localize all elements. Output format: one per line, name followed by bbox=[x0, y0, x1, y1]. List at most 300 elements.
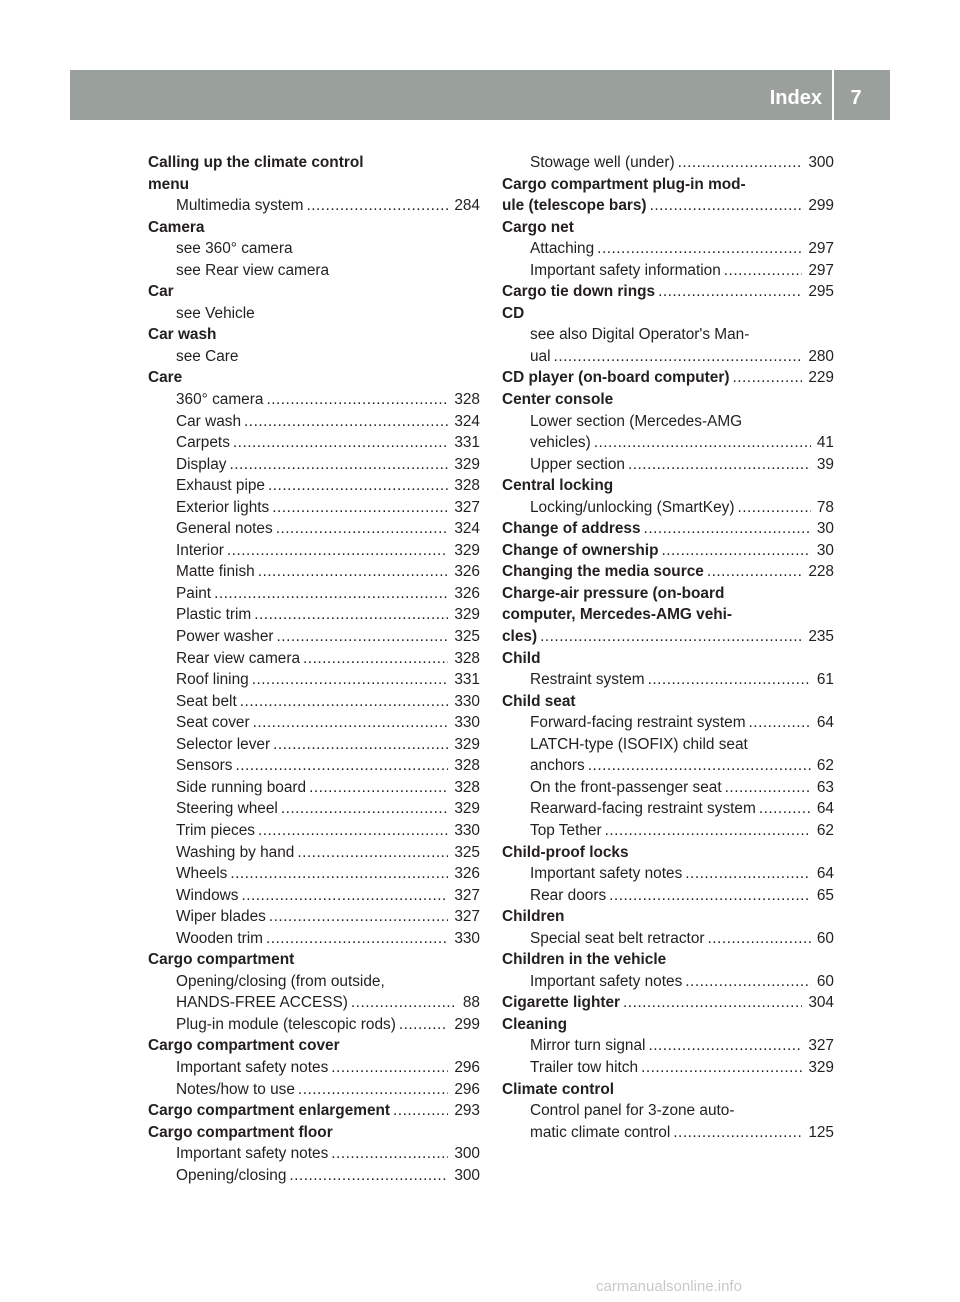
entry-text: Camera bbox=[148, 218, 205, 236]
index-heading[interactable] bbox=[502, 992, 834, 1014]
index-subentry[interactable] bbox=[502, 777, 834, 799]
entry-text: ual bbox=[530, 347, 551, 365]
dot-leader bbox=[641, 1057, 802, 1079]
dot-leader bbox=[393, 1100, 448, 1122]
page-reference[interactable]: 327 bbox=[454, 498, 480, 516]
dot-leader bbox=[597, 238, 802, 260]
dot-leader bbox=[233, 432, 448, 454]
dot-leader bbox=[230, 863, 448, 885]
entry-text: see Rear view camera bbox=[176, 261, 330, 279]
dot-leader bbox=[724, 260, 803, 282]
index-heading bbox=[502, 842, 834, 864]
dot-leader bbox=[661, 540, 810, 562]
index-heading[interactable] bbox=[502, 281, 834, 303]
dot-leader bbox=[685, 971, 811, 993]
entry-text: Plug-in module (telescopic rods) bbox=[176, 1015, 396, 1033]
index-subentry[interactable] bbox=[148, 1079, 480, 1101]
entry-text: Changing the media source bbox=[502, 563, 704, 581]
entry-text: Change of ownership bbox=[502, 541, 659, 559]
entry-text: Sensors bbox=[176, 757, 233, 775]
index-subentry[interactable] bbox=[148, 389, 480, 411]
entry-text: matic climate control bbox=[530, 1123, 671, 1141]
entry-text: Mirror turn signal bbox=[530, 1037, 646, 1055]
dot-leader bbox=[648, 1035, 802, 1057]
entry-text: see also Digital Operator's Man- bbox=[530, 326, 750, 344]
dot-leader bbox=[623, 992, 802, 1014]
index-subentry[interactable] bbox=[148, 1057, 480, 1079]
dot-leader bbox=[737, 497, 810, 519]
index-subentry[interactable] bbox=[502, 1035, 834, 1057]
page-reference[interactable]: 64 bbox=[816, 714, 834, 732]
index-heading bbox=[148, 949, 480, 971]
entry-text: CD player (on-board computer) bbox=[502, 369, 730, 387]
dot-leader bbox=[240, 691, 449, 713]
index-subentry[interactable] bbox=[502, 238, 834, 260]
page-reference[interactable]: 65 bbox=[816, 886, 834, 904]
dot-leader bbox=[644, 518, 811, 540]
entry-text: Wooden trim bbox=[176, 929, 263, 947]
entry-text: Trailer tow hitch bbox=[530, 1058, 639, 1076]
watermark: carmanualsonline.info bbox=[596, 1278, 742, 1295]
dot-leader bbox=[272, 497, 448, 519]
entry-text: Opening/closing (from outside, bbox=[176, 972, 385, 990]
page-reference[interactable]: 299 bbox=[808, 197, 834, 215]
page-reference[interactable]: 328 bbox=[454, 778, 480, 796]
entry-text: Child seat bbox=[502, 692, 576, 710]
page-reference[interactable]: 324 bbox=[454, 412, 480, 430]
index-subentry bbox=[502, 411, 834, 433]
page-reference[interactable]: 331 bbox=[454, 671, 480, 689]
page-reference[interactable]: 41 bbox=[816, 434, 834, 452]
dot-leader bbox=[273, 734, 448, 756]
index-subentry[interactable] bbox=[502, 454, 834, 476]
entry-text: Cargo compartment bbox=[148, 951, 295, 969]
index-heading bbox=[148, 152, 480, 174]
index-subentry bbox=[148, 238, 480, 260]
dot-leader bbox=[685, 863, 811, 885]
page-reference[interactable]: 325 bbox=[454, 628, 480, 646]
dot-leader bbox=[725, 777, 811, 799]
index-subentry[interactable] bbox=[148, 734, 480, 756]
index-heading bbox=[148, 1122, 480, 1144]
index-heading bbox=[148, 174, 480, 196]
dot-leader bbox=[281, 798, 448, 820]
page-reference[interactable]: 327 bbox=[454, 886, 480, 904]
index-heading bbox=[502, 475, 834, 497]
dot-leader bbox=[269, 906, 448, 928]
entry-text: Children in the vehicle bbox=[502, 951, 667, 969]
page-reference[interactable]: 329 bbox=[454, 541, 480, 559]
page-reference[interactable]: 284 bbox=[454, 197, 480, 215]
entry-text: see Care bbox=[176, 347, 239, 365]
entry-text: Forward-facing restraint system bbox=[530, 714, 746, 732]
page-reference[interactable]: 304 bbox=[808, 994, 834, 1012]
entry-text: Matte finish bbox=[176, 563, 255, 581]
index-subentry[interactable] bbox=[148, 561, 480, 583]
page-reference[interactable]: 325 bbox=[454, 843, 480, 861]
index-subentry[interactable] bbox=[502, 820, 834, 842]
dot-leader bbox=[229, 454, 448, 476]
page-reference[interactable]: 296 bbox=[454, 1080, 480, 1098]
page-reference[interactable]: 329 bbox=[454, 800, 480, 818]
entry-text: Cargo tie down rings bbox=[502, 283, 656, 301]
dot-leader bbox=[266, 389, 448, 411]
index-subentry[interactable] bbox=[502, 346, 834, 368]
page-reference[interactable]: 331 bbox=[454, 434, 480, 452]
entry-text: Lower section (Mercedes-AMG bbox=[530, 412, 743, 430]
entry-text: see Vehicle bbox=[176, 304, 255, 322]
index-subentry[interactable] bbox=[502, 1122, 834, 1144]
page-reference[interactable]: 39 bbox=[816, 455, 834, 473]
entry-text: Rear view camera bbox=[176, 649, 301, 667]
index-subentry[interactable] bbox=[502, 712, 834, 734]
entry-text: Interior bbox=[176, 541, 224, 559]
dot-leader bbox=[540, 626, 802, 648]
page-reference[interactable]: 62 bbox=[816, 821, 834, 839]
index-subentry[interactable] bbox=[502, 152, 834, 174]
entry-text: Power washer bbox=[176, 628, 274, 646]
index-heading bbox=[502, 1079, 834, 1101]
entry-text: Carpets bbox=[176, 434, 230, 452]
entry-text: Paint bbox=[176, 584, 212, 602]
dot-leader bbox=[298, 1079, 448, 1101]
entry-text: Exhaust pipe bbox=[176, 477, 265, 495]
dot-leader bbox=[759, 798, 811, 820]
index-subentry bbox=[502, 1100, 834, 1122]
page-reference[interactable]: 293 bbox=[454, 1102, 480, 1120]
index-subentry[interactable] bbox=[148, 540, 480, 562]
dot-leader bbox=[277, 626, 449, 648]
index-heading bbox=[502, 906, 834, 928]
entry-text: Car wash bbox=[176, 412, 242, 430]
entry-text: Important safety notes bbox=[176, 1145, 329, 1163]
page-reference[interactable]: 329 bbox=[454, 735, 480, 753]
index-subentry[interactable] bbox=[502, 863, 834, 885]
page-reference[interactable]: 295 bbox=[808, 283, 834, 301]
dot-leader bbox=[650, 195, 803, 217]
entry-text: see 360° camera bbox=[176, 240, 293, 258]
entry-text: On the front-passenger seat bbox=[530, 778, 722, 796]
page-reference[interactable]: 300 bbox=[808, 154, 834, 171]
page-reference[interactable]: 235 bbox=[808, 628, 834, 646]
index-heading[interactable] bbox=[502, 518, 834, 540]
entry-text: Cigarette lighter bbox=[502, 994, 621, 1012]
page-reference[interactable]: 60 bbox=[816, 972, 834, 990]
index-subentry[interactable] bbox=[148, 195, 480, 217]
index-heading bbox=[502, 1014, 834, 1036]
page-reference[interactable]: 125 bbox=[808, 1123, 834, 1141]
entry-text: menu bbox=[148, 175, 190, 193]
header-divider bbox=[832, 70, 834, 120]
dot-leader bbox=[214, 583, 448, 605]
page-reference[interactable]: 297 bbox=[808, 240, 834, 258]
entry-text: cles) bbox=[502, 628, 538, 646]
entry-text: LATCH-type (ISOFIX) child seat bbox=[530, 735, 748, 753]
index-column-left bbox=[148, 152, 480, 1186]
page-reference[interactable]: 63 bbox=[816, 778, 834, 796]
index-subentry[interactable] bbox=[148, 1143, 480, 1165]
entry-text: Trim pieces bbox=[176, 821, 255, 839]
index-subentry bbox=[148, 260, 480, 282]
entry-text: Important safety notes bbox=[176, 1058, 329, 1076]
dot-leader bbox=[253, 712, 449, 734]
entry-text: Stowage well (under) bbox=[530, 154, 675, 171]
index-subentry[interactable] bbox=[148, 432, 480, 454]
page-reference[interactable]: 61 bbox=[816, 671, 834, 689]
dot-leader bbox=[554, 346, 803, 368]
index-subentry[interactable] bbox=[148, 712, 480, 734]
index-subentry[interactable] bbox=[502, 971, 834, 993]
index-subentry[interactable] bbox=[148, 626, 480, 648]
index-subentry[interactable] bbox=[148, 992, 480, 1014]
index-subentry[interactable] bbox=[502, 885, 834, 907]
entry-text: Car wash bbox=[148, 326, 217, 344]
page-reference[interactable]: 330 bbox=[454, 821, 480, 839]
entry-text: Cargo compartment enlargement bbox=[148, 1102, 391, 1120]
index-subentry[interactable] bbox=[148, 518, 480, 540]
page-reference[interactable]: 327 bbox=[454, 908, 480, 926]
entry-text: Exterior lights bbox=[176, 498, 270, 516]
entry-text: ule (telescope bars) bbox=[502, 197, 647, 215]
dot-leader bbox=[276, 518, 449, 540]
index-heading bbox=[148, 217, 480, 239]
entry-text: Calling up the climate control bbox=[148, 154, 364, 171]
page-reference[interactable]: 78 bbox=[816, 498, 834, 516]
page-reference[interactable]: 327 bbox=[808, 1037, 834, 1055]
page-reference[interactable]: 88 bbox=[462, 994, 480, 1012]
dot-leader bbox=[331, 1057, 448, 1079]
index-subentry[interactable] bbox=[148, 475, 480, 497]
dot-leader bbox=[227, 540, 448, 562]
page-reference[interactable]: 60 bbox=[816, 929, 834, 947]
index-subentry[interactable] bbox=[148, 928, 480, 950]
dot-leader bbox=[732, 367, 802, 389]
index-heading bbox=[502, 949, 834, 971]
dot-leader bbox=[258, 820, 448, 842]
index-subentry[interactable] bbox=[502, 798, 834, 820]
dot-leader bbox=[678, 152, 803, 174]
entry-text: Side running board bbox=[176, 778, 307, 796]
entry-text: 360° camera bbox=[176, 391, 264, 409]
page-reference[interactable]: 328 bbox=[454, 649, 480, 667]
index-subentry[interactable] bbox=[148, 583, 480, 605]
index-subentry[interactable] bbox=[148, 411, 480, 433]
index-heading[interactable] bbox=[502, 540, 834, 562]
entry-text: Wheels bbox=[176, 865, 228, 883]
entry-text: Climate control bbox=[502, 1080, 615, 1098]
index-subentry[interactable] bbox=[148, 885, 480, 907]
entry-text: Cargo compartment floor bbox=[148, 1123, 333, 1141]
entry-text: Change of address bbox=[502, 520, 641, 538]
page-reference[interactable]: 300 bbox=[454, 1166, 480, 1184]
index-heading bbox=[502, 583, 834, 605]
page-reference[interactable]: 64 bbox=[816, 800, 834, 818]
entry-text: Multimedia system bbox=[176, 197, 304, 215]
index-subentry[interactable] bbox=[148, 906, 480, 928]
index-subentry[interactable] bbox=[148, 497, 480, 519]
index-heading[interactable] bbox=[502, 626, 834, 648]
index-heading bbox=[502, 691, 834, 713]
dot-leader bbox=[235, 755, 448, 777]
dot-leader bbox=[749, 712, 811, 734]
page-reference[interactable]: 330 bbox=[454, 929, 480, 947]
index-subentry[interactable] bbox=[148, 669, 480, 691]
dot-leader bbox=[254, 604, 448, 626]
index-subentry[interactable] bbox=[502, 755, 834, 777]
index-subentry bbox=[148, 346, 480, 368]
page-reference[interactable]: 329 bbox=[454, 606, 480, 624]
page-reference[interactable]: 324 bbox=[454, 520, 480, 538]
entry-text: Seat belt bbox=[176, 692, 237, 710]
index-subentry bbox=[148, 303, 480, 325]
page-reference[interactable]: 62 bbox=[816, 757, 834, 775]
dot-leader bbox=[289, 1165, 448, 1187]
page-reference[interactable]: 30 bbox=[816, 520, 834, 538]
index-heading[interactable] bbox=[148, 1100, 480, 1122]
index-subentry bbox=[502, 734, 834, 756]
dot-leader bbox=[268, 475, 448, 497]
index-heading bbox=[502, 303, 834, 325]
page-reference[interactable]: 330 bbox=[454, 692, 480, 710]
page-reference[interactable]: 328 bbox=[454, 477, 480, 495]
page-reference[interactable]: 300 bbox=[454, 1145, 480, 1163]
entry-text: Rearward-facing restraint system bbox=[530, 800, 756, 818]
entry-text: Cargo net bbox=[502, 218, 574, 236]
index-subentry[interactable] bbox=[148, 820, 480, 842]
dot-leader bbox=[252, 669, 449, 691]
page-reference[interactable]: 228 bbox=[808, 563, 834, 581]
dot-leader bbox=[297, 842, 448, 864]
entry-text: Cargo compartment cover bbox=[148, 1037, 340, 1055]
page-reference[interactable]: 297 bbox=[808, 261, 834, 279]
entry-text: Car bbox=[148, 283, 174, 301]
entry-text: Top Tether bbox=[530, 821, 602, 839]
entry-text: Central locking bbox=[502, 477, 614, 495]
dot-leader bbox=[609, 885, 811, 907]
entry-text: Child-proof locks bbox=[502, 843, 629, 861]
index-heading[interactable] bbox=[502, 195, 834, 217]
index-subentry[interactable] bbox=[502, 669, 834, 691]
index-subentry[interactable] bbox=[148, 648, 480, 670]
entry-text: Washing by hand bbox=[176, 843, 295, 861]
index-subentry[interactable] bbox=[502, 1057, 834, 1079]
index-subentry[interactable] bbox=[502, 432, 834, 454]
page-reference[interactable]: 326 bbox=[454, 563, 480, 581]
index-subentry[interactable] bbox=[148, 777, 480, 799]
index-heading[interactable] bbox=[502, 367, 834, 389]
index-subentry[interactable] bbox=[148, 691, 480, 713]
index-heading[interactable] bbox=[502, 561, 834, 583]
dot-leader bbox=[303, 648, 448, 670]
entry-text: Selector lever bbox=[176, 735, 271, 753]
page-reference[interactable]: 30 bbox=[816, 541, 834, 559]
index-heading bbox=[502, 648, 834, 670]
page-header bbox=[70, 70, 890, 120]
dot-leader bbox=[708, 928, 811, 950]
entry-text: Wiper blades bbox=[176, 908, 266, 926]
entry-text: Restraint system bbox=[530, 671, 645, 689]
dot-leader bbox=[244, 411, 448, 433]
page-reference[interactable]: 328 bbox=[454, 757, 480, 775]
page-reference[interactable]: 299 bbox=[454, 1015, 480, 1033]
page-reference[interactable]: 329 bbox=[454, 455, 480, 473]
entry-text: Important safety information bbox=[530, 261, 721, 279]
entry-text: Roof lining bbox=[176, 671, 249, 689]
index-heading bbox=[502, 604, 834, 626]
index-subentry[interactable] bbox=[148, 755, 480, 777]
index-column-right bbox=[502, 152, 834, 1143]
entry-text: Seat cover bbox=[176, 714, 250, 732]
entry-text: Cargo compartment plug-in mod- bbox=[502, 175, 746, 193]
dot-leader bbox=[707, 561, 802, 583]
index-subentry[interactable] bbox=[148, 454, 480, 476]
dot-leader bbox=[309, 777, 448, 799]
index-subentry bbox=[148, 971, 480, 993]
index-subentry[interactable] bbox=[502, 928, 834, 950]
entry-text: computer, Mercedes-AMG vehi- bbox=[502, 606, 733, 624]
dot-leader bbox=[673, 1122, 802, 1144]
index-subentry[interactable] bbox=[148, 842, 480, 864]
index-heading bbox=[148, 1035, 480, 1057]
page-reference[interactable]: 329 bbox=[808, 1058, 834, 1076]
entry-text: Notes/how to use bbox=[176, 1080, 295, 1098]
section-title: Index bbox=[769, 87, 822, 109]
page-reference[interactable]: 280 bbox=[808, 347, 834, 365]
dot-leader bbox=[648, 669, 811, 691]
entry-text: Plastic trim bbox=[176, 606, 252, 624]
index-subentry[interactable] bbox=[148, 798, 480, 820]
index-subentry bbox=[502, 324, 834, 346]
dot-leader bbox=[605, 820, 811, 842]
page-reference[interactable]: 328 bbox=[454, 391, 480, 409]
index-subentry[interactable] bbox=[148, 863, 480, 885]
index-subentry[interactable] bbox=[148, 1165, 480, 1187]
entry-text: Locking/unlocking (SmartKey) bbox=[530, 498, 735, 516]
page-reference[interactable]: 326 bbox=[454, 584, 480, 602]
entry-text: Care bbox=[148, 369, 183, 387]
entry-text: HANDS-FREE ACCESS) bbox=[176, 994, 348, 1012]
entry-text: Child bbox=[502, 649, 541, 667]
dot-leader bbox=[241, 885, 448, 907]
index-heading bbox=[148, 367, 480, 389]
index-subentry[interactable] bbox=[148, 1014, 480, 1036]
index-subentry[interactable] bbox=[148, 604, 480, 626]
entry-text: Upper section bbox=[530, 455, 625, 473]
entry-text: Rear doors bbox=[530, 886, 607, 904]
page-number: 7 bbox=[850, 87, 862, 109]
page-reference[interactable]: 330 bbox=[454, 714, 480, 732]
index-subentry[interactable] bbox=[502, 497, 834, 519]
index-heading bbox=[502, 389, 834, 411]
page-reference[interactable]: 326 bbox=[454, 865, 480, 883]
index-subentry[interactable] bbox=[502, 260, 834, 282]
dot-leader bbox=[588, 755, 811, 777]
dot-leader bbox=[399, 1014, 448, 1036]
entry-text: Center console bbox=[502, 391, 614, 409]
page-reference[interactable]: 64 bbox=[816, 865, 834, 883]
entry-text: Cleaning bbox=[502, 1015, 567, 1033]
dot-leader bbox=[594, 432, 811, 454]
dot-leader bbox=[266, 928, 448, 950]
entry-text: Important safety notes bbox=[530, 865, 683, 883]
dot-leader bbox=[306, 195, 448, 217]
dot-leader bbox=[658, 281, 802, 303]
dot-leader bbox=[258, 561, 449, 583]
index-heading bbox=[502, 217, 834, 239]
entry-text: Important safety notes bbox=[530, 972, 683, 990]
page-reference[interactable]: 229 bbox=[808, 369, 834, 387]
page-reference[interactable]: 296 bbox=[454, 1058, 480, 1076]
